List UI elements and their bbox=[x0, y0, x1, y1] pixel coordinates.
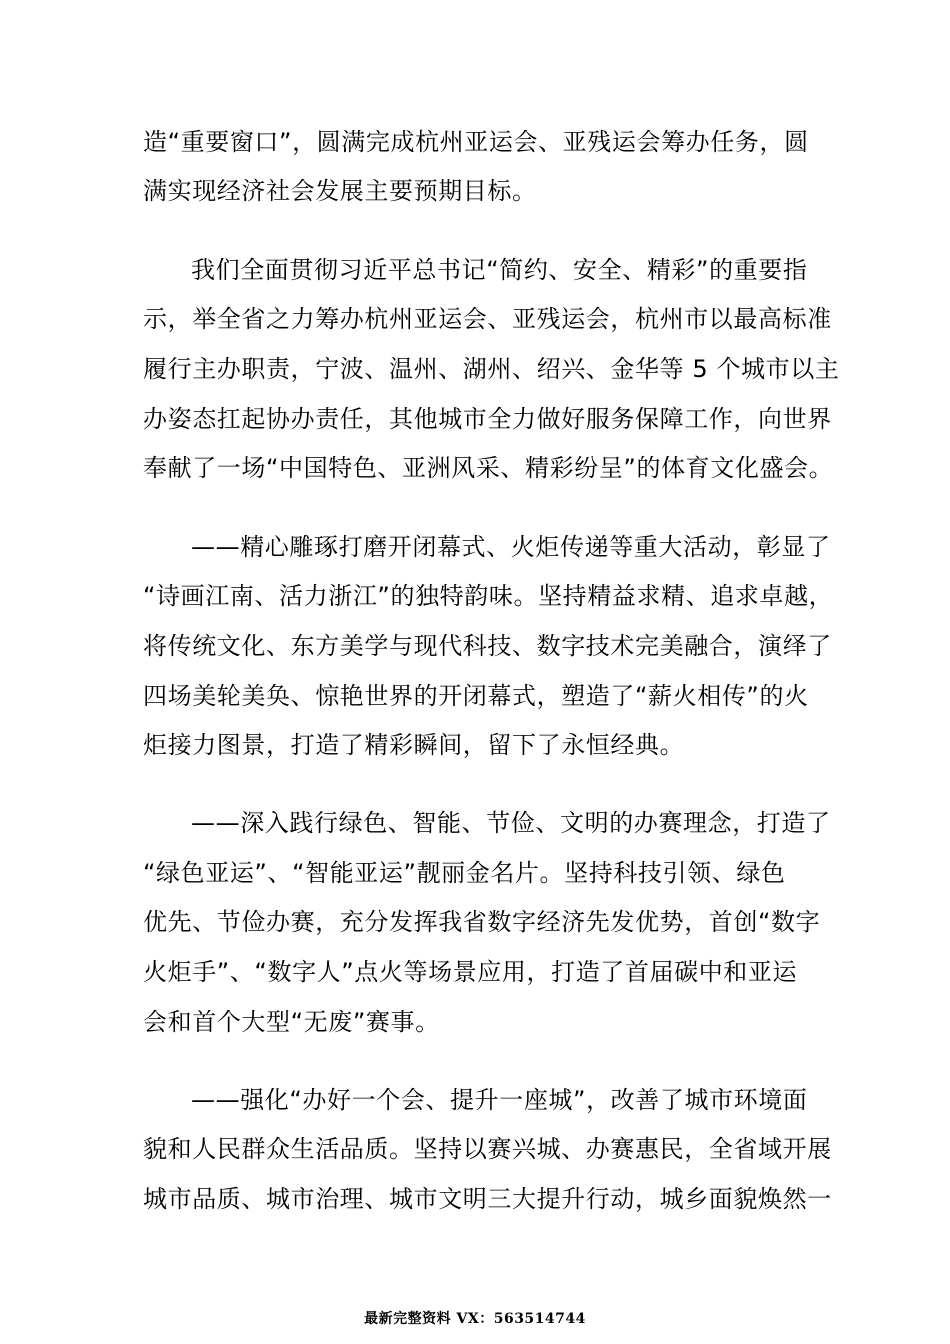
paragraph-3-line-1: ——精心雕琢打磨开闭幕式、火炬传递等重大活动，彰显了 bbox=[191, 533, 831, 561]
paragraph-4-line-5: 会和首个大型“无废”赛事。 bbox=[143, 1008, 440, 1036]
paragraph-2-line-2: 示，举全省之力筹办杭州亚运会、亚残运会，杭州市以最高标准 bbox=[143, 305, 832, 333]
paragraph-4-line-1: ——深入践行绿色、智能、节俭、文明的办赛理念，打造了 bbox=[191, 809, 831, 837]
paragraph-1-line-1: 造“重要窗口”，圆满完成杭州亚运会、亚残运会筹办任务，圆 bbox=[143, 128, 809, 156]
paragraph-4-line-3: 优先、节俭办赛，充分发挥我省数字经济先发优势，首创“数字 bbox=[143, 908, 821, 936]
paragraph-3-line-4: 四场美轮美奂、惊艳世界的开闭幕式，塑造了“薪火相传”的火 bbox=[143, 682, 809, 710]
footer-contact-text: 最新完整资料 VX：563514744 bbox=[364, 1311, 586, 1327]
paragraph-3-line-3: 将传统文化、东方美学与现代科技、数字技术完美融合，演绎了 bbox=[143, 632, 832, 660]
paragraph-2-line-3: 履行主办职责，宁波、温州、湖州、绍兴、金华等 5 个城市以主 bbox=[143, 355, 840, 383]
paragraph-4-line-2: “绿色亚运”、“智能亚运”靓丽金名片。坚持科技引领、绿色 bbox=[143, 859, 786, 887]
paragraph-2-line-4: 办姿态扛起协办责任，其他城市全力做好服务保障工作，向世界 bbox=[143, 405, 832, 433]
paragraph-2-line-5: 奉献了一场“中国特色、亚洲风采、精彩纷呈”的体育文化盛会。 bbox=[143, 454, 834, 482]
paragraph-1-line-2: 满实现经济社会发展主要预期目标。 bbox=[143, 177, 537, 205]
paragraph-3-line-2: “诗画江南、活力浙江”的独特韵味。坚持精益求精、追求卓越， bbox=[143, 582, 834, 610]
paragraph-5-line-1: ——强化“办好一个会、提升一座城”，改善了城市环境面 bbox=[191, 1086, 808, 1114]
paragraph-4-line-4: 火炬手”、“数字人”点火等场景应用，打造了首届碳中和亚运 bbox=[143, 958, 798, 986]
paragraph-5-line-3: 城市品质、城市治理、城市文明三大提升行动，城乡面貌焕然一 bbox=[143, 1185, 832, 1213]
paragraph-3-line-5: 炬接力图景，打造了精彩瞬间，留下了永恒经典。 bbox=[143, 731, 685, 759]
paragraph-5-line-2: 貌和人民群众生活品质。坚持以赛兴城、办赛惠民，全省域开展 bbox=[143, 1135, 832, 1163]
paragraph-2-line-1: 我们全面贯彻习近平总书记“简约、安全、精彩”的重要指 bbox=[191, 256, 808, 284]
